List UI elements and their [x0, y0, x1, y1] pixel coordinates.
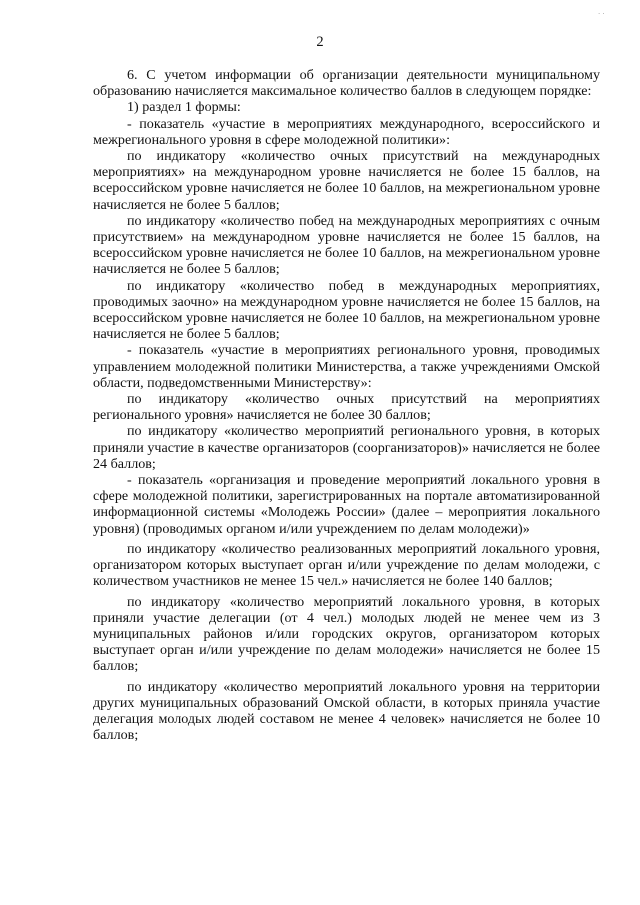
paragraph-regional-presence: по индикатору «количество очных присутствий на мероприятиях регионального уровня» начисляется не более 30 баллов; — [93, 391, 600, 424]
paragraph-local-events-delegations: по индикатору «количество мероприятий локального уровня, в которых приняли участие делегации (от 4 чел.) молодых людей не менее чем из 3 муниципальных районов и/или городских округов, организатором которых выступает орган и/или учреждение по делам молодежи» начисляется не более 15 баллов; — [93, 593, 600, 675]
document-body — [93, 67, 600, 743]
paragraph-section-1: 1) раздел 1 формы: — [127, 99, 241, 116]
paragraph-local-events-other-territories: по индикатору «количество мероприятий локального уровня на территории других муниципальных образований Омской области, в которых приняла участие делегация молодых людей составом не менее 4 человек» начисляется не более 10 баллов; — [93, 678, 600, 744]
paragraph-indicator-regional: - показатель «участие в мероприятиях регионального уровня, проводимых управлением молодежной политики Министерства, а также учреждениями Омской области, подведомственными Министерству»: — [93, 342, 600, 391]
paragraph-indicator-local: - показатель «организация и проведение мероприятий локального уровня в сфере молодежной политики, зарегистрированных на портале автоматизированной информационной системы «Молодежь России» (далее – мероприятия локального уровня) (проводимых органом и/или учреждением по делам молодежи)» — [93, 472, 600, 537]
paragraph-in-person-presence: по индикатору «количество очных присутствий на международных мероприятиях» на международном уровне начисляется не более 15 баллов, на всероссийском уровне начисляется не более 10 баллов, на межрегиональном уровне начисляется не более 5 баллов; — [93, 148, 600, 213]
paragraph-item-6: 6. С учетом информации об организации деятельности муниципальному образованию начисляется максимальное количество баллов в следующем порядке: — [93, 67, 600, 100]
paragraph-local-events-implemented: по индикатору «количество реализованных мероприятий локального уровня, организатором которых выступает орган и/или учреждение по делам молодежи, с количеством участников не менее 15 чел.» начисляется не более 140 баллов; — [93, 540, 600, 590]
page-number: 2 — [316, 34, 324, 50]
paragraph-remote-wins: по индикатору «количество побед в международных мероприятиях, проводимых заочно» на международном уровне начисляется не более 15 баллов, на всероссийском уровне начисляется не более 10 баллов, на межрегиональном уровне начисляется не более 5 баллов; — [93, 277, 600, 343]
paragraph-indicator-international: - показатель «участие в мероприятиях международного, всероссийского и межрегионального уровня в сфере молодежной политики»: — [93, 115, 600, 148]
paragraph-regional-organizers: по индикатору «количество мероприятий регионального уровня, в которых приняли участие в качестве организаторов (соорганизаторов)» начисляется не более 24 баллов; — [93, 423, 600, 472]
paragraph-in-person-wins: по индикатору «количество побед на международных мероприятиях с очным присутствием» на международном уровне начисляется не более 15 баллов, на всероссийском уровне начисляется не более 10 баллов, на межрегиональном уровне начисляется не более 5 баллов; — [93, 212, 600, 278]
corner-mark: · · — [598, 10, 605, 18]
